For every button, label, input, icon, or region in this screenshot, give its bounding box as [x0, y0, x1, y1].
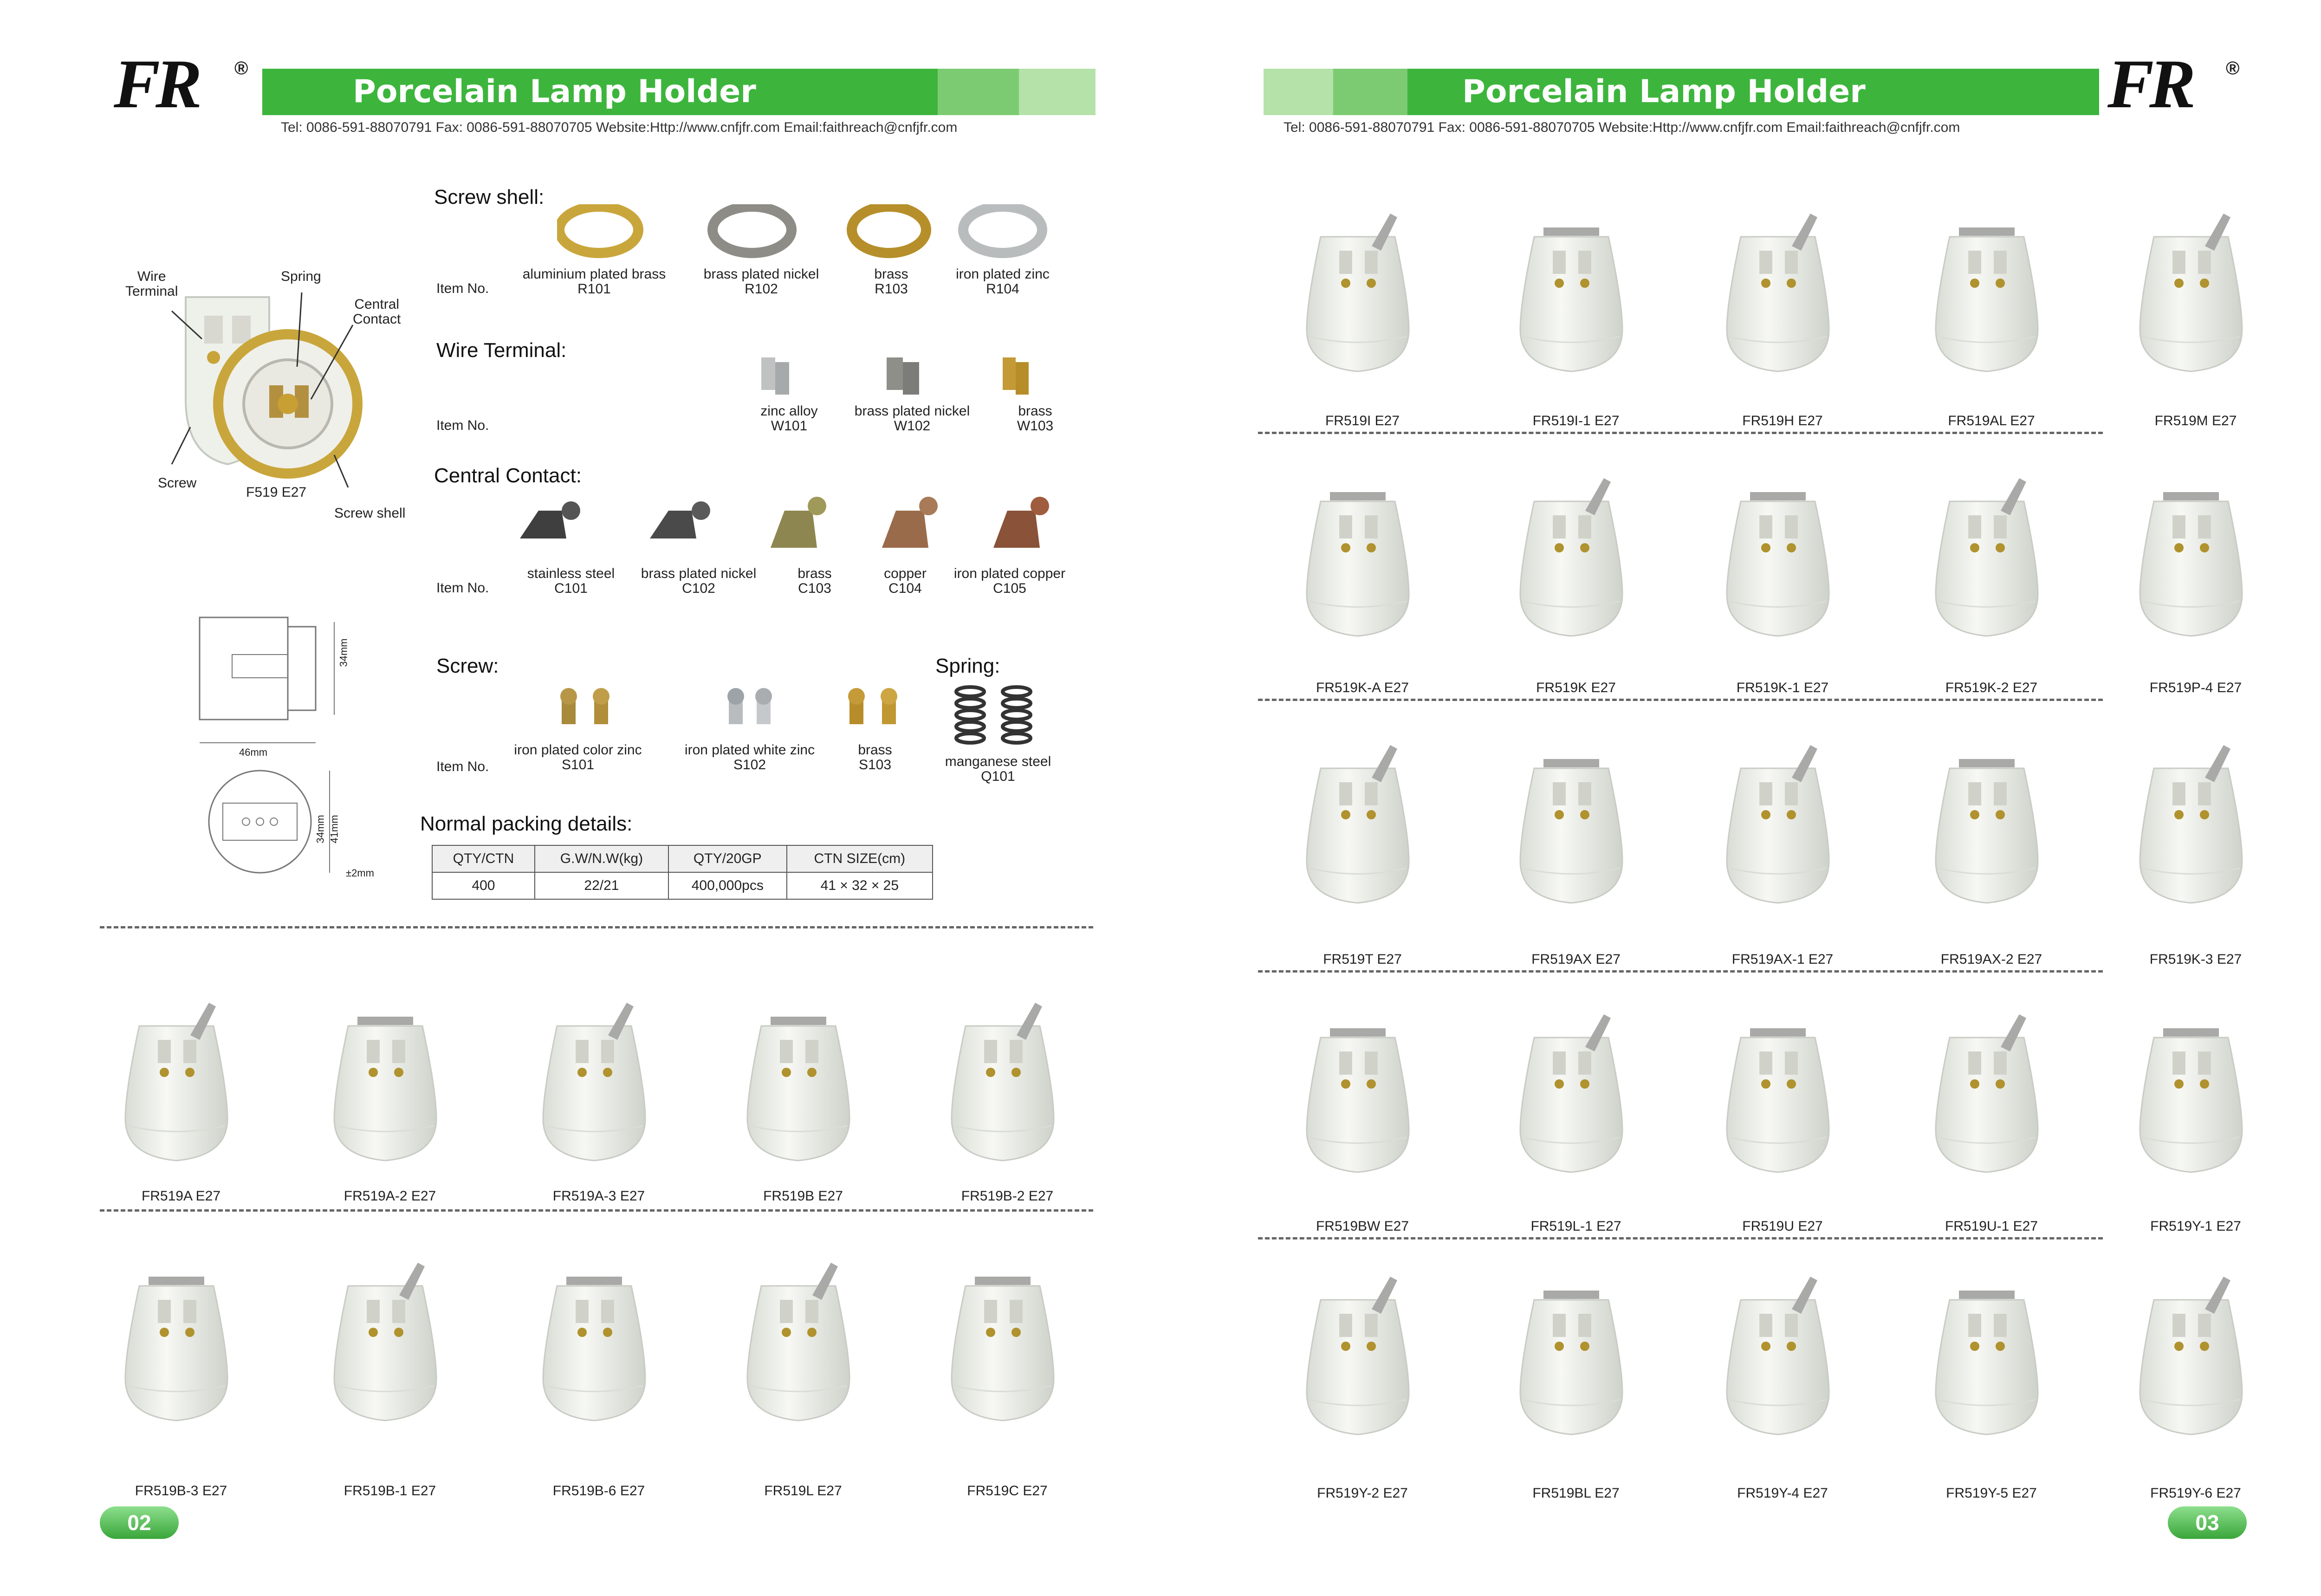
lamp-holder-image [1922, 464, 2061, 652]
banner-segment [1019, 69, 1096, 115]
wire-terminal-item: brass W103 [1017, 403, 1054, 434]
table-cell: 41 × 32 × 25 [787, 872, 933, 899]
label-wire-terminal: Wire Terminal [125, 269, 178, 299]
registered-mark-right: ® [2226, 58, 2240, 78]
lamp-holder-image [2126, 464, 2265, 652]
lamp-holder-image [1713, 731, 1852, 919]
screw-shell-item: brass plated nickel R102 [703, 266, 819, 297]
technical-drawing [176, 603, 408, 882]
dim-d: 41mm [328, 815, 340, 843]
product-caption: FR519AX-2 E27 [1940, 952, 2042, 967]
product-caption: FR519C E27 [967, 1483, 1048, 1499]
lamp-holder-image [1922, 200, 2061, 388]
screw-images [552, 687, 924, 738]
label-screw: Screw [158, 475, 197, 491]
spring-image [947, 682, 1049, 752]
page-number-left: 02 [100, 1506, 179, 1539]
page-title-right: Porcelain Lamp Holder [1462, 73, 1866, 110]
product-caption: FR519I-1 E27 [1532, 413, 1620, 428]
lamp-holder-image [1922, 1263, 2061, 1451]
label-central-contact: Central Contact [353, 297, 401, 327]
product-caption: FR519Y-6 E27 [2150, 1486, 2241, 1501]
lamp-holder-image [733, 989, 873, 1177]
lamp-holder-image [1293, 464, 1432, 652]
table-header-cell: QTY/CTN [432, 845, 535, 872]
item-no-label: Item No. [436, 759, 489, 774]
lamp-holder-image [938, 1249, 1077, 1437]
table-header-cell: CTN SIZE(cm) [787, 845, 933, 872]
lamp-holder-image [529, 1249, 668, 1437]
table-row [432, 845, 933, 872]
central-contact-item: stainless steel C101 [527, 566, 615, 596]
wire-terminal-images [752, 353, 1068, 404]
screw-item: brass S103 [858, 742, 892, 772]
central-contact-item: brass plated nickel C102 [641, 566, 757, 596]
packing-heading: Normal packing details: [420, 812, 633, 835]
lamp-holder-image [1506, 1263, 1646, 1451]
central-contact-heading: Central Contact: [434, 464, 582, 487]
wire-terminal-heading: Wire Terminal: [436, 339, 567, 362]
divider [1258, 432, 2103, 434]
divider [1258, 970, 2103, 973]
lamp-holder-image [2126, 200, 2265, 388]
lamp-holder-image [1506, 1000, 1646, 1188]
lamp-holder-image [1506, 464, 1646, 652]
lamp-holder-image [529, 989, 668, 1177]
product-caption: FR519T E27 [1323, 952, 1402, 967]
lamp-holder-image [320, 989, 460, 1177]
lamp-holder-image [1922, 731, 2061, 919]
lamp-holder-image [111, 989, 251, 1177]
item-no-label: Item No. [436, 418, 489, 433]
product-caption: FR519BL E27 [1532, 1486, 1620, 1501]
lamp-holder-image [938, 989, 1077, 1177]
table-cell: 400 [432, 872, 535, 899]
dim-c: 34mm [314, 815, 326, 843]
page-number-right: 03 [2168, 1506, 2247, 1539]
product-caption: FR519AX-1 E27 [1731, 952, 1834, 967]
product-caption: FR519H E27 [1742, 413, 1823, 428]
screw-item: iron plated color zinc S101 [514, 742, 642, 772]
registered-mark: ® [234, 58, 248, 78]
product-caption: FR519A-2 E27 [344, 1188, 436, 1204]
dim-b: 46mm [239, 746, 268, 758]
contact-line: Tel: 0086-591-88070791 Fax: 0086-591-88070705 Website:Http://www.cnfjfr.com Email:faithreach@cnfjfr.com [281, 120, 958, 135]
lamp-holder-image [1506, 731, 1646, 919]
page-title: Porcelain Lamp Holder [353, 73, 756, 110]
divider [1258, 1237, 2103, 1239]
wire-terminal-item: brass plated nickel W102 [854, 403, 970, 434]
label-screw-shell: Screw shell [334, 506, 406, 521]
screw-heading: Screw: [436, 655, 499, 677]
dim-e: ±2mm [346, 867, 374, 879]
product-caption: FR519A-3 E27 [552, 1188, 645, 1204]
product-caption: FR519AL E27 [1948, 413, 2035, 428]
spring-item: manganese steel Q101 [945, 754, 1051, 784]
screw-shell-item: aluminium plated brass R101 [522, 266, 666, 297]
product-caption: FR519B-2 E27 [961, 1188, 1054, 1204]
contact-line-right: Tel: 0086-591-88070791 Fax: 0086-591-88070705 Website:Http://www.cnfjfr.com Email:faithreach@cnfjfr.com [1284, 120, 1960, 135]
product-caption: FR519L E27 [764, 1483, 842, 1499]
table-row [432, 872, 933, 899]
item-no-label: Item No. [436, 580, 489, 596]
lamp-holder-image [111, 1249, 251, 1437]
lamp-holder-image [2126, 1263, 2265, 1451]
divider [100, 1209, 1093, 1212]
product-caption: FR519K-1 E27 [1736, 680, 1829, 695]
product-caption: FR519B-1 E27 [344, 1483, 436, 1499]
product-caption: FR519B-6 E27 [552, 1483, 645, 1499]
central-contact-item: copper C104 [884, 566, 927, 596]
banner-segment [1333, 69, 1407, 115]
product-caption: FR519B E27 [763, 1188, 843, 1204]
divider [100, 926, 1093, 928]
product-caption: FR519Y-1 E27 [2150, 1219, 2241, 1234]
lamp-holder-image [1293, 200, 1432, 388]
central-contact-item: iron plated copper C105 [953, 566, 1066, 596]
product-caption: FR519I E27 [1325, 413, 1400, 428]
brand-logo: FR [114, 45, 198, 123]
product-caption: FR519Y-2 E27 [1317, 1486, 1408, 1501]
banner-segment [1264, 69, 1333, 115]
banner-segment [938, 69, 1019, 115]
screw-shell-item: brass R103 [874, 266, 908, 297]
lamp-holder-image [2126, 731, 2265, 919]
label-spring: Spring [281, 269, 321, 284]
screw-item: iron plated white zinc S102 [684, 742, 815, 772]
packing-table [432, 845, 933, 900]
table-cell: 22/21 [535, 872, 668, 899]
product-caption: FR519Y-5 E27 [1946, 1486, 2037, 1501]
product-caption: FR519U E27 [1742, 1219, 1823, 1234]
divider [1258, 699, 2103, 701]
lamp-holder-image [1713, 464, 1852, 652]
product-caption: FR519U-1 E27 [1945, 1219, 2038, 1234]
product-caption: FR519M E27 [2154, 413, 2237, 428]
screw-shell-item: iron plated zinc R104 [956, 266, 1050, 297]
table-cell: 400,000pcs [668, 872, 787, 899]
product-caption: FR519P-4 E27 [2149, 680, 2242, 695]
lamp-holder-image [1293, 1000, 1432, 1188]
label-model: F519 E27 [246, 485, 307, 500]
central-contact-item: brass C103 [797, 566, 832, 596]
product-caption: FR519AX E27 [1531, 952, 1621, 967]
lamp-holder-image [733, 1249, 873, 1437]
central-contact-images [511, 492, 1091, 562]
dim-a: 34mm [337, 638, 350, 667]
lamp-holder-image [1713, 1000, 1852, 1188]
lamp-holder-image [1713, 1263, 1852, 1451]
table-header-cell: G.W/N.W(kg) [535, 845, 668, 872]
wire-terminal-item: zinc alloy W101 [760, 403, 818, 434]
lamp-holder-image [2126, 1000, 2265, 1188]
screw-shell-heading: Screw shell: [434, 186, 545, 208]
product-caption: FR519K-2 E27 [1945, 680, 2038, 695]
product-caption: FR519K E27 [1536, 680, 1616, 695]
brand-logo-right: FR [2107, 45, 2191, 123]
lamp-holder-image [1922, 1000, 2061, 1188]
product-caption: FR519BW E27 [1316, 1219, 1409, 1234]
screw-shell-images [557, 204, 1068, 265]
product-caption: FR519B-3 E27 [135, 1483, 227, 1499]
product-caption: FR519L-1 E27 [1530, 1219, 1621, 1234]
lamp-holder-image [320, 1249, 460, 1437]
spring-heading: Spring: [935, 655, 1000, 677]
item-no-label: Item No. [436, 281, 489, 296]
product-caption: FR519A E27 [141, 1188, 221, 1204]
lamp-holder-image [1293, 1263, 1432, 1451]
product-caption: FR519K-A E27 [1316, 680, 1409, 695]
lamp-holder-image [1713, 200, 1852, 388]
product-caption: FR519K-3 E27 [2149, 952, 2242, 967]
product-caption: FR519Y-4 E27 [1737, 1486, 1828, 1501]
lamp-holder-image [1506, 200, 1646, 388]
table-header-cell: QTY/20GP [668, 845, 787, 872]
lamp-holder-image [1293, 731, 1432, 919]
